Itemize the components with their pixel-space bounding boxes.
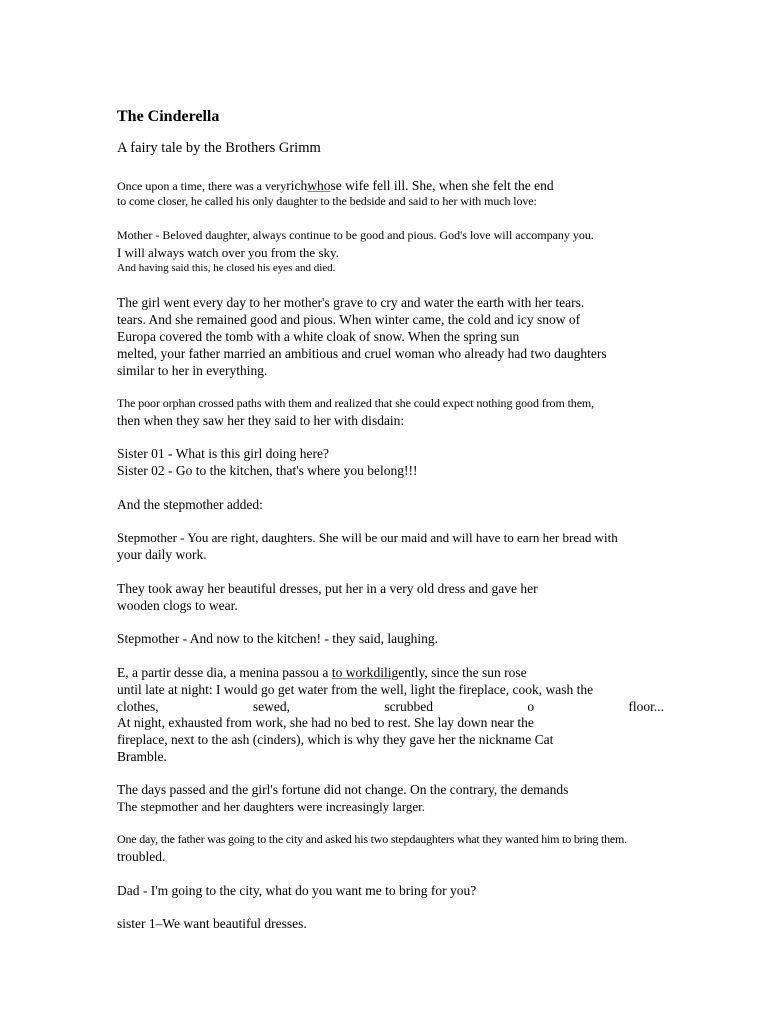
text-line: Sister 01 - What is this girl doing here? bbox=[117, 446, 329, 461]
text-run: se wife fell ill. She, when she felt the end bbox=[330, 178, 554, 193]
text-run: rich bbox=[286, 178, 308, 193]
document-subtitle: A fairy tale by the Brothers Grimm bbox=[117, 140, 321, 156]
text-line: Europa covered the tomb with a white cloak of snow. When the spring sun bbox=[117, 329, 520, 344]
word: o bbox=[527, 699, 535, 714]
text-run: gently, since the sun rose bbox=[391, 665, 527, 680]
text-line: And the stepmother added: bbox=[117, 497, 263, 512]
text-line: One day, the father was going to the city and asked his two stepdaughters what they wanted him to bring them. bbox=[117, 832, 627, 846]
text-line: At night, exhausted from work, she had no bed to rest. She lay down near the bbox=[117, 715, 534, 730]
word: clothes, bbox=[117, 699, 159, 714]
word: sewed, bbox=[252, 699, 291, 714]
underlined-phrase: to work bbox=[331, 665, 374, 680]
word: scrubbed bbox=[384, 699, 434, 714]
text-line bbox=[117, 666, 527, 680]
text-line: Stepmother - You are right, daughters. She will be our maid and will have to earn her bread with bbox=[117, 530, 618, 545]
text-line: Bramble. bbox=[117, 749, 167, 764]
text-line: Dad - I'm going to the city, what do you want me to bring for you? bbox=[117, 883, 477, 898]
text-line: Mother - Beloved daughter, always continue to be good and pious. God's love will accompany you. bbox=[117, 228, 594, 242]
text-line: Sister 02 - Go to the kitchen, that's where you belong!!! bbox=[117, 463, 418, 478]
word: floor... bbox=[628, 699, 664, 714]
text-line: The poor orphan crossed paths with them and realized that she could expect nothing good from them, bbox=[117, 396, 595, 410]
text-line bbox=[117, 179, 554, 193]
text-run: Once upon a time, there was a very bbox=[117, 179, 287, 193]
underlined-word: dili bbox=[373, 665, 392, 680]
text-line: similar to her in everything. bbox=[117, 363, 268, 378]
text-line: then when they saw her they said to her with disdain: bbox=[117, 413, 405, 428]
text-line: And having said this, he closed his eyes and died. bbox=[117, 262, 336, 274]
text-line: sister 1–We want beautiful dresses. bbox=[117, 916, 307, 931]
text-line: to come closer, he called his only daughter to the bedside and said to her with much love: bbox=[117, 194, 537, 208]
text-run: E, a partir desse dia, a menina passou a bbox=[117, 665, 332, 680]
text-line: fireplace, next to the ash (cinders), which is why they gave her the nickname Cat bbox=[117, 732, 554, 747]
text-line: The girl went every day to her mother's grave to cry and water the earth with her tears. bbox=[117, 295, 585, 310]
text-line: wooden clogs to wear. bbox=[117, 598, 238, 613]
text-line: The stepmother and her daughters were increasingly larger. bbox=[117, 799, 426, 814]
text-line: They took away her beautiful dresses, put her in a very old dress and gave her bbox=[117, 581, 538, 596]
text-line: your daily work. bbox=[117, 547, 207, 562]
text-line: I will always watch over you from the sky. bbox=[117, 245, 339, 260]
text-line: until late at night: I would go get water from the well, light the fireplace, cook, wash the bbox=[117, 682, 594, 697]
underlined-word: who bbox=[307, 178, 331, 193]
text-line: The days passed and the girl's fortune did not change. On the contrary, the demands bbox=[117, 782, 569, 797]
text-line: tears. And she remained good and pious. When winter came, the cold and icy snow of bbox=[117, 312, 581, 327]
text-line: Stepmother - And now to the kitchen! - they said, laughing. bbox=[117, 631, 438, 646]
text-line: melted, your father married an ambitious and cruel woman who already had two daughters bbox=[117, 346, 607, 361]
text-line: troubled. bbox=[117, 849, 166, 864]
document-title: The Cinderella bbox=[117, 108, 220, 125]
justified-text-line bbox=[117, 700, 664, 714]
